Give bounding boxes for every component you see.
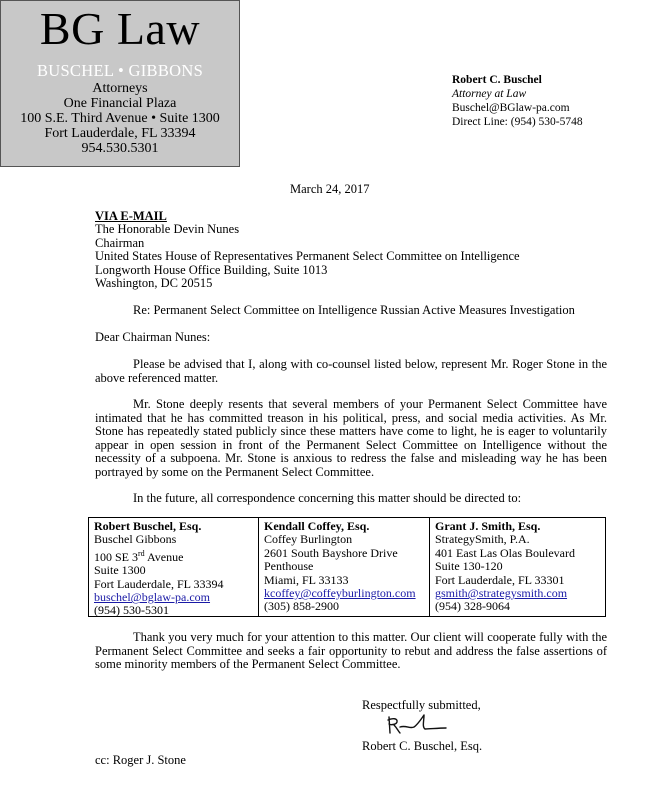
counsel-column-smith	[430, 518, 605, 616]
counsel-email-link[interactable]: kcoffey@coffeyburlington.com	[264, 586, 416, 601]
counsel-name: Kendall Coffey, Esq.	[264, 519, 370, 533]
attorney-title: Attorney at Law	[452, 88, 527, 100]
counsel-address: 401 East Las Olas Boulevard	[435, 545, 575, 560]
counsel-suite: Suite 1300	[94, 563, 146, 578]
firm-partners: BUSCHEL • GIBBONS	[36, 61, 204, 80]
firm-logo-text: BG Law	[39, 3, 201, 54]
recipient-city: Washington, DC 20515	[95, 276, 213, 290]
letterhead-attorneys: Attorneys	[92, 81, 148, 96]
recipient-name: The Honorable Devin Nunes	[95, 222, 240, 236]
paragraph-representation: Please be advised that I, along with co-counsel listed below, represent Mr. Roger Stone in the above referenced matter.	[95, 357, 607, 385]
recipient-organization: United States House of Representatives Permanent Select Committee on Intelligence	[95, 249, 520, 263]
closing-phrase: Respectfully submitted,	[362, 698, 481, 712]
attorney-phone: Direct Line: (954) 530-5748	[452, 116, 583, 128]
counsel-phone: (954) 530-5301	[94, 603, 169, 618]
counsel-suite: Penthouse	[264, 559, 314, 574]
letterhead-box	[0, 0, 240, 167]
counsel-firm: StrategySmith, P.A.	[435, 532, 530, 547]
recipient-title: Chairman	[95, 235, 145, 250]
letterhead-address-2: 100 S.E. Third Avenue • Suite 1300	[20, 111, 220, 126]
paragraph-closing: Thank you very much for your attention to this matter. Our client will cooperate fully with the Permanent Select Committee and seeks a fair opportunity to rebut and address the false assertions of some minority members of the Permanent Select Committee.	[95, 630, 607, 671]
salutation: Dear Chairman Nunes:	[95, 330, 211, 344]
counsel-phone: (954) 328-9064	[435, 599, 510, 614]
attorney-name: Robert C. Buschel	[452, 74, 542, 86]
counsel-name: Grant J. Smith, Esq.	[435, 519, 541, 533]
counsel-table	[88, 517, 606, 617]
counsel-firm: Coffey Burlington	[264, 532, 353, 547]
counsel-column-coffey	[259, 518, 430, 616]
counsel-name: Robert Buschel, Esq.	[94, 519, 202, 533]
letterhead-address-3: Fort Lauderdale, FL 33394	[44, 126, 196, 141]
counsel-city: Miami, FL 33133	[264, 572, 349, 587]
letterhead-address-1: One Financial Plaza	[63, 96, 177, 111]
counsel-firm: Buschel Gibbons	[94, 532, 177, 547]
counsel-city: Fort Lauderdale, FL 33301	[435, 572, 565, 587]
signer-name: Robert C. Buschel, Esq.	[362, 739, 483, 753]
attorney-block	[452, 73, 583, 129]
re-line: Re: Permanent Select Committee on Intelligence Russian Active Measures Investigation	[133, 303, 575, 317]
counsel-email-link[interactable]: buschel@bglaw-pa.com	[94, 590, 211, 605]
letterhead-phone: 954.530.5301	[81, 141, 159, 156]
counsel-address: 100 SE 3rd Avenue	[94, 548, 184, 564]
attorney-email: Buschel@BGlaw-pa.com	[452, 102, 570, 114]
counsel-column-buschel	[89, 518, 259, 616]
recipient-address: Longworth House Office Building, Suite 1013	[95, 262, 328, 277]
counsel-city: Fort Lauderdale, FL 33394	[94, 576, 224, 591]
paragraph-resentment: Mr. Stone deeply resents that several members of your Permanent Select Committee have intimated that he has committed treason in his political, press, and social media activities. As Mr. Stone has repeatedly stated publicly since these matters have come to light, he is eager to voluntarily appear in open session in front of the Permanent Select Committee on Intelligence without the necessity of a subpoena. Mr. Stone is anxious to redress the false and misleading way he has been portrayed by some on the Permanent Select Committee.	[95, 397, 607, 479]
counsel-phone: (305) 858-2900	[264, 599, 339, 614]
paragraph-correspondence: In the future, all correspondence concerning this matter should be directed to:	[133, 491, 522, 505]
letter-date: March 24, 2017	[290, 182, 370, 196]
counsel-address: 2601 South Bayshore Drive	[264, 545, 398, 560]
recipient-block	[95, 223, 520, 291]
delivery-method: VIA E-MAIL	[95, 209, 167, 223]
counsel-suite: Suite 130-120	[435, 559, 503, 574]
cc-line: cc: Roger J. Stone	[95, 753, 186, 767]
handwritten-signature	[384, 711, 454, 739]
counsel-email-link[interactable]: gsmith@strategysmith.com	[435, 586, 568, 601]
